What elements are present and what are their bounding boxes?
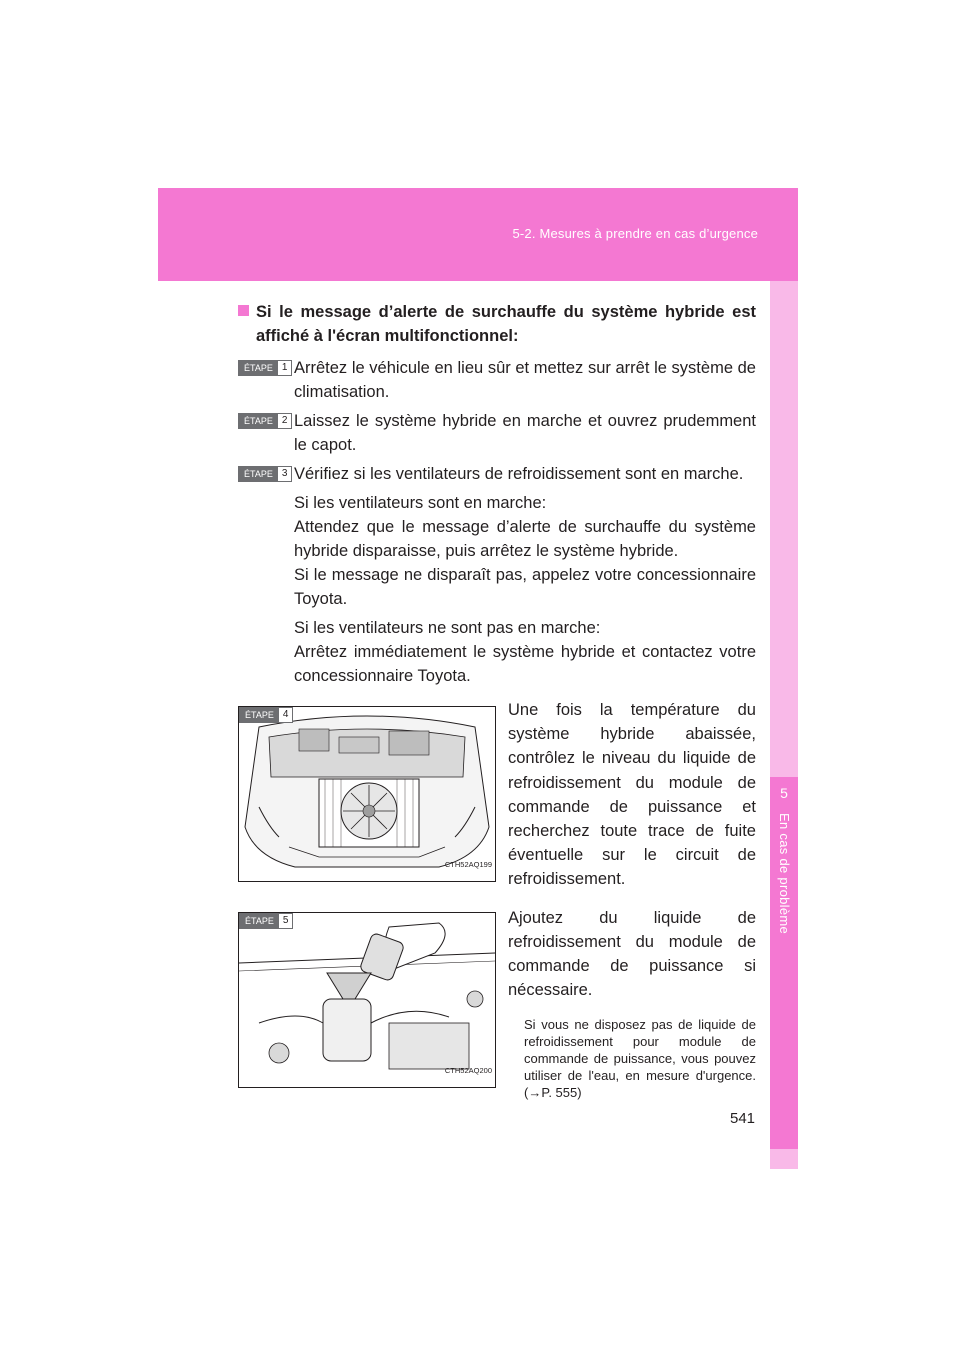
subsection-heading — [238, 300, 756, 348]
step3-case-running — [238, 491, 756, 611]
case-text: Arrêtez immédiatement le système hybride et contactez votre concessionnaire Toyota. — [294, 643, 756, 685]
step-text: Une fois la température du système hybride abaissée, contrôlez le niveau du liquide de refroidissement du module de commande de puissance et recherchez toute trace de fuite éventuelle sur le circuit de refroidissement. — [508, 701, 756, 889]
step-text: Ajoutez du liquide de refroidissement du module de commande de puissance si nécessaire. — [508, 908, 756, 1000]
figure-engine-radiator — [238, 706, 496, 882]
heading-text: Si le message d’alerte de surchauffe du système hybride est affiché à l'écran multifonctionnel: — [256, 303, 756, 345]
step-tag: ÉTAPE 2 — [238, 413, 292, 429]
square-bullet-icon — [238, 305, 249, 316]
case-title: Si les ventilateurs sont en marche: — [294, 494, 547, 512]
section-header — [158, 188, 798, 281]
step-tag: ÉTAPE 5 — [239, 913, 293, 929]
figure-caption: CTH52AQ200 — [444, 1065, 492, 1075]
case-text: Si le message ne disparaît pas, appelez votre concessionnaire Toyota. — [294, 566, 756, 608]
page-content — [238, 300, 756, 1146]
step-tag: ÉTAPE 4 — [239, 707, 293, 723]
case-text: Attendez que le message d’alerte de surchauffe du système hybride disparaisse, puis arrêtez le système hybride. — [294, 518, 756, 560]
page-number: 541 — [730, 1110, 756, 1127]
step-tag: ÉTAPE 3 — [238, 466, 292, 482]
step3-case-not-running — [238, 616, 756, 688]
chapter-number: 5 — [780, 785, 788, 801]
case-title: Si les ventilateurs ne sont pas en marche: — [294, 619, 601, 637]
step-1 — [238, 356, 756, 404]
step-text: Laissez le système hybride en marche et ouvrez prudemment le capot. — [294, 412, 756, 454]
step-tag: ÉTAPE 1 — [238, 360, 292, 376]
figure-coolant-refill — [238, 912, 496, 1088]
step-text: Arrêtez le véhicule en lieu sûr et mettez sur arrêt le système de climatisation. — [294, 359, 756, 401]
chapter-label: En cas de problème — [777, 813, 792, 935]
step-3 — [238, 462, 756, 486]
step-5 — [238, 906, 756, 1146]
figure-caption: CTH52AQ199 — [444, 860, 492, 869]
note-text: Si vous ne disposez pas de liquide de refroidissement pour module de commande de puissance, vous pouvez utiliser de l'eau, en mesure d'urgence. (→P. 555) — [524, 1017, 756, 1101]
step-text: Vérifiez si les ventilateurs de refroidissement sont en marche. — [294, 465, 744, 483]
step-4 — [238, 698, 756, 892]
section-title: 5-2. Mesures à prendre en cas d’urgence — [512, 226, 758, 241]
chapter-tab — [770, 281, 798, 1169]
step-2 — [238, 409, 756, 457]
